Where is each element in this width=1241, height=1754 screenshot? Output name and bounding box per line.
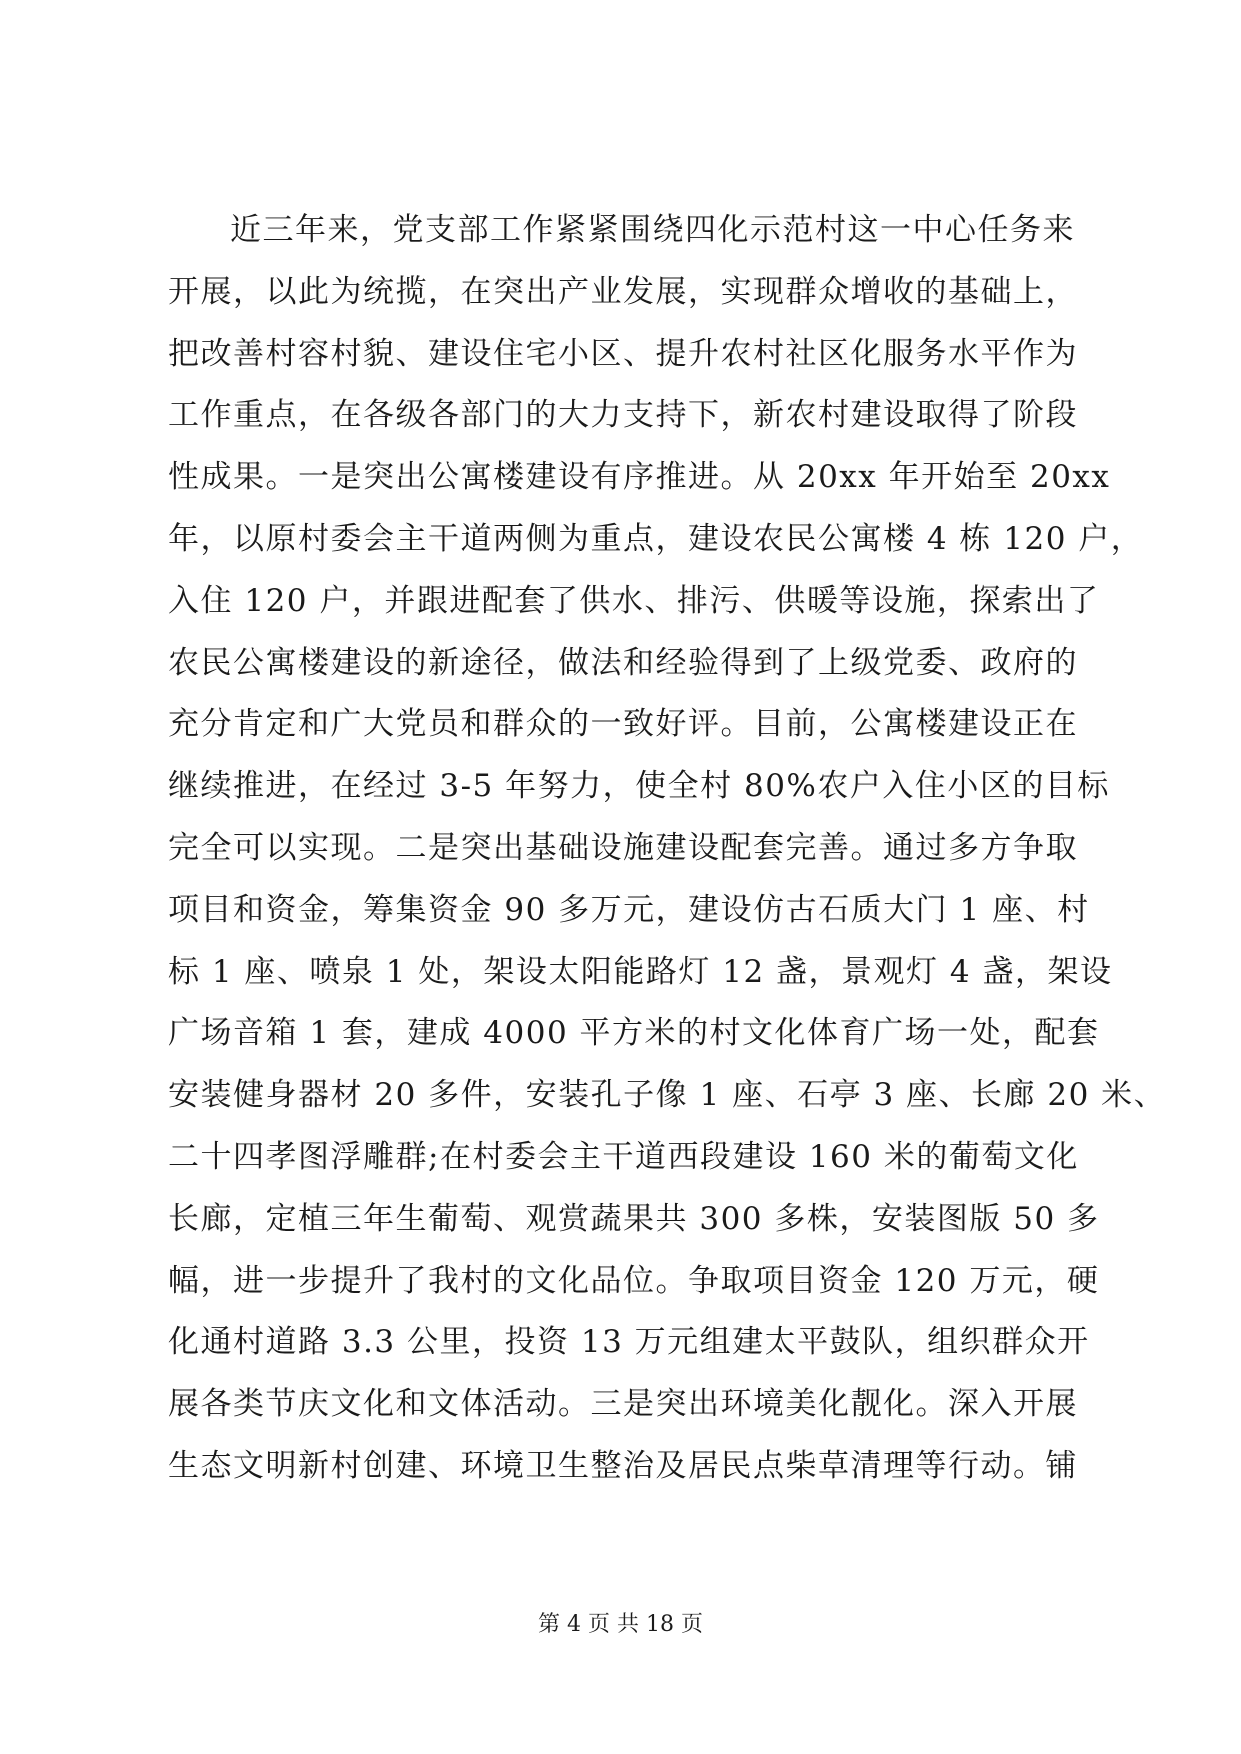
text-line: 农民公寓楼建设的新途径，做法和经验得到了上级党委、政府的: [168, 644, 1078, 681]
text-line: 年，以原村委会主干道两侧为重点，建设农民公寓楼 4 栋 120 户，: [168, 520, 1144, 557]
text-line: 入住 120 户，并跟进配套了供水、排污、供暖等设施，探索出了: [168, 582, 1100, 619]
text-line: 继续推进，在经过 3-5 年努力，使全村 80%农户入住小区的目标: [168, 768, 1110, 805]
text-line: 化通村道路 3.3 公里，投资 13 万元组建太平鼓队，组织群众开: [168, 1324, 1090, 1361]
text-line: 性成果。一是突出公寓楼建设有序推进。从 20xx 年开始至 20xx: [168, 459, 1111, 496]
text-line: 展各类节庆文化和文体活动。三是突出环境美化靓化。深入开展: [168, 1386, 1078, 1423]
text-line: 二十四孝图浮雕群;在村委会主干道西段建设 160 米的葡萄文化: [168, 1138, 1079, 1175]
body-text: [168, 200, 1167, 1498]
text-line: 幅，进一步提升了我村的文化品位。争取项目资金 120 万元，硬: [168, 1262, 1100, 1299]
text-line: 把改善村容村貌、建设住宅小区、提升农村社区化服务水平作为: [168, 335, 1078, 372]
text-line: 近三年来，党支部工作紧紧围绕四化示范村这一中心任务来: [230, 212, 1075, 248]
text-line: 开展，以此为统揽，在突出产业发展，实现群众增收的基础上，: [168, 273, 1078, 310]
text-line: 充分肯定和广大党员和群众的一致好评。目前，公寓楼建设正在: [168, 706, 1078, 743]
page-number-footer: 第 4 页 共 18 页: [538, 1612, 703, 1637]
text-line: 广场音箱 1 套，建成 4000 平方米的村文化体育广场一处，配套: [168, 1015, 1100, 1052]
text-line: 标 1 座、喷泉 1 处，架设太阳能路灯 12 盏，景观灯 4 盏，架设: [168, 953, 1113, 990]
text-line: 完全可以实现。二是突出基础设施建设配套完善。通过多方争取: [168, 829, 1078, 866]
text-line: 安装健身器材 20 多件，安装孔子像 1 座、石亭 3 座、长廊 20 米、: [168, 1077, 1167, 1114]
text-line: 生态文明新村创建、环境卫生整治及居民点柴草清理等行动。铺: [168, 1447, 1078, 1484]
text-line: 长廊，定植三年生葡萄、观赏蔬果共 300 多株，安装图版 50 多: [168, 1200, 1100, 1237]
text-line: 项目和资金，筹集资金 90 多万元，建设仿古石质大门 1 座、村: [168, 891, 1090, 928]
text-line: 工作重点，在各级各部门的大力支持下，新农村建设取得了阶段: [168, 397, 1078, 434]
